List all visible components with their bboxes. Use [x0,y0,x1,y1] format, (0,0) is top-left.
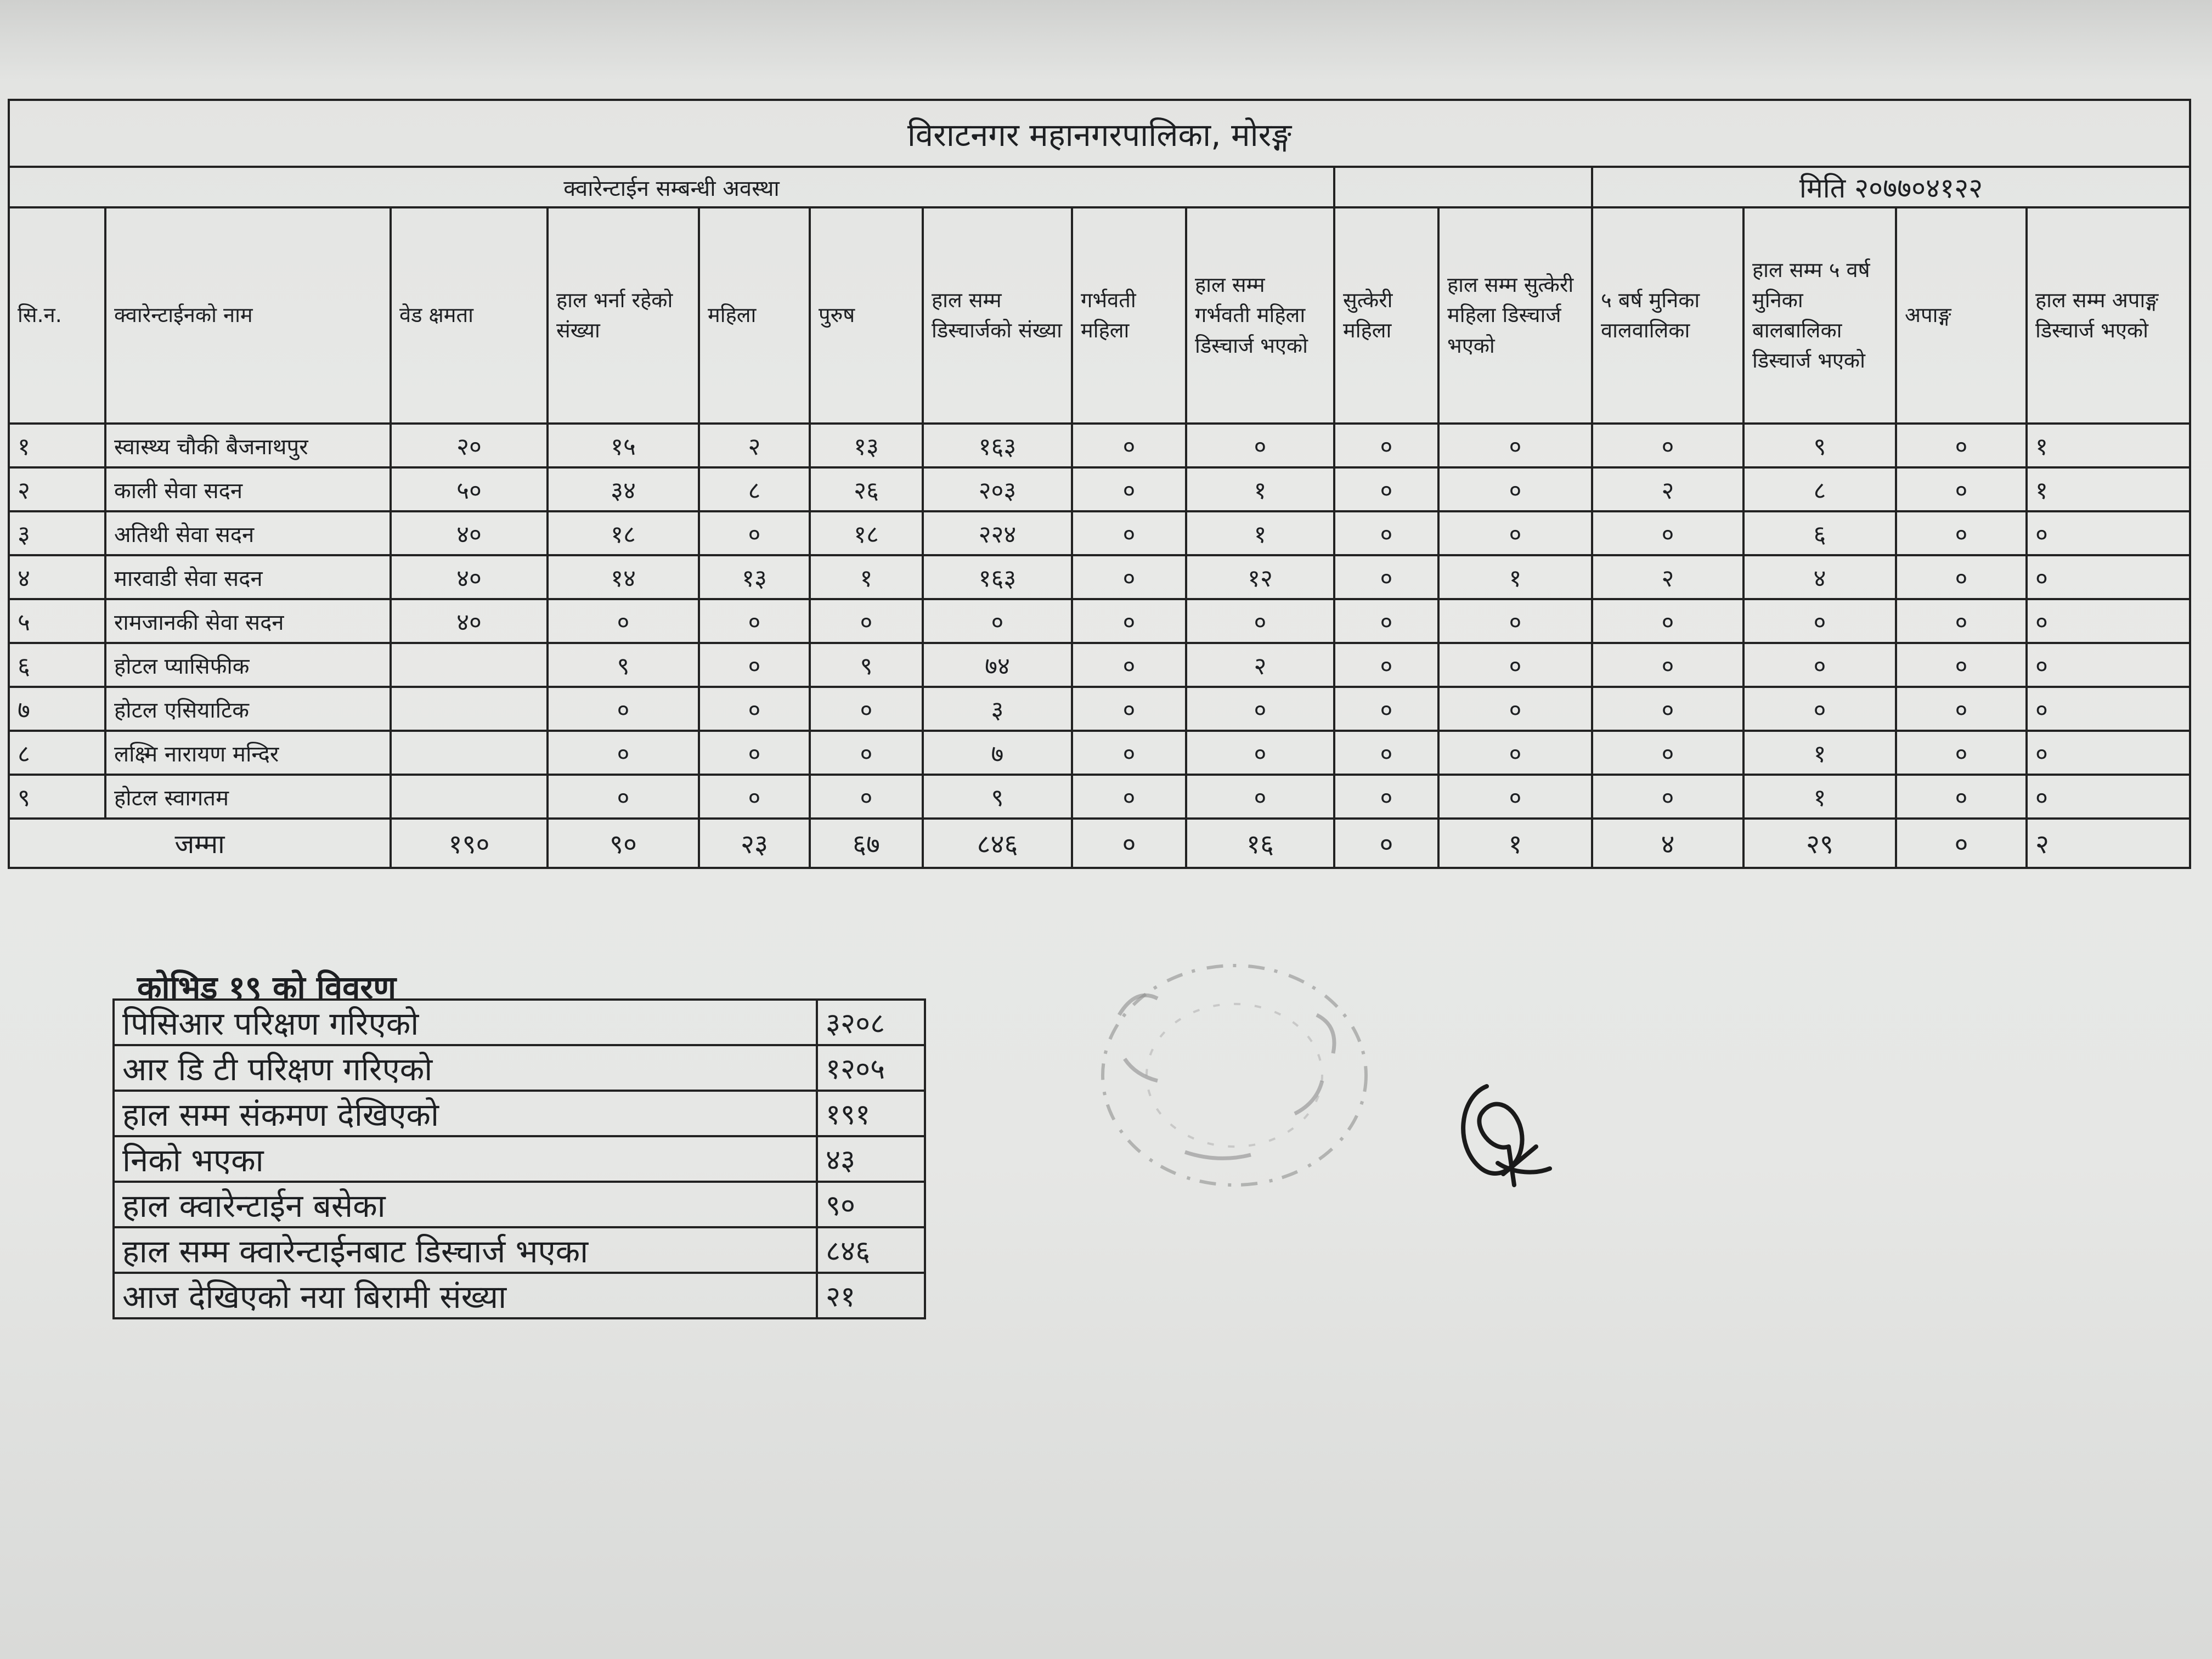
total-cell: ९० [548,819,699,868]
column-header: वेड क्षमता [391,207,548,424]
covid-summary-value: ८४६ [817,1227,925,1273]
table-cell: ९ [923,775,1072,819]
table-cell: ९ [548,643,699,687]
table-cell: ७ [923,731,1072,775]
table-cell: १ [1743,731,1896,775]
table-cell: ० [1334,599,1438,643]
column-header: पुरुष [810,207,923,424]
quarantine-name-cell: अतिथी सेवा सदन [105,511,391,555]
table-cell: ० [1072,599,1186,643]
quarantine-name-cell: होटल प्यासिफीक [105,643,391,687]
table-cell: ४ [1743,555,1896,599]
table-cell: १६३ [923,424,1072,467]
covid-summary-value: १२०५ [817,1045,925,1091]
table-cell: १ [2027,467,2190,511]
table-cell: ० [1072,555,1186,599]
covid-summary-value: २१ [817,1273,925,1318]
covid-summary-label: आर डि टी परिक्षण गरिएको [114,1045,817,1091]
table-cell: ० [699,731,810,775]
total-cell: ० [1896,819,2027,868]
serial-number-cell: ७ [9,687,105,731]
total-cell: २९ [1743,819,1896,868]
table-cell: ० [1896,467,2027,511]
covid-summary-label: हाल क्वारेन्टाईन बसेका [114,1182,817,1227]
total-cell: १९० [391,819,548,868]
table-cell: ० [699,643,810,687]
table-cell: २६ [810,467,923,511]
total-cell: ४ [1592,819,1743,868]
covid-summary-value: ४३ [817,1136,925,1182]
table-cell: २ [699,424,810,467]
table-cell: १ [1438,555,1592,599]
table-cell: ० [1334,555,1438,599]
table-cell: २ [1592,467,1743,511]
table-cell: ० [2027,511,2190,555]
table-cell: ० [1592,731,1743,775]
quarantine-name-cell: लक्ष्मि नारायण मन्दिर [105,731,391,775]
table-cell: २० [391,424,548,467]
serial-number-cell: ४ [9,555,105,599]
column-header: अपाङ्ग [1896,207,2027,424]
serial-number-cell: ३ [9,511,105,555]
total-label: जम्मा [9,819,391,868]
table-cell [391,731,548,775]
date-label: मिति २०७७०४१२२ [1592,167,2190,207]
table-cell: ० [1072,775,1186,819]
table-cell: १ [1743,775,1896,819]
total-row [9,819,2190,868]
table-cell: १ [1186,511,1334,555]
table-cell: ० [1743,643,1896,687]
covid-summary-value: ९० [817,1182,925,1227]
total-cell: ० [1072,819,1186,868]
covid-summary-value: १९१ [817,1091,925,1136]
table-cell: २ [1186,643,1334,687]
covid-summary-row [114,1227,925,1273]
table-cell: ० [2027,643,2190,687]
covid-summary-row [114,1182,925,1227]
quarantine-name-cell: रामजानकी सेवा सदन [105,599,391,643]
table-cell: ० [548,599,699,643]
covid-summary-row [114,1000,925,1045]
table-cell: ० [2027,555,2190,599]
column-header: ५ बर्ष मुनिका वालवालिका [1592,207,1743,424]
table-cell: १ [1186,467,1334,511]
table-cell: ४० [391,511,548,555]
table-cell: ० [1896,511,2027,555]
table-cell: २२४ [923,511,1072,555]
table-cell: १४ [548,555,699,599]
table-cell: ४० [391,555,548,599]
quarantine-status-table [8,99,2191,869]
covid-summary-label: आज देखिएको नया बिरामी संख्या [114,1273,817,1318]
column-header: हाल सम्म डिस्चार्जको संख्या [923,207,1072,424]
section-title: क्वारेन्टाईन सम्बन्धी अवस्था [9,167,1334,207]
table-cell: ० [548,687,699,731]
table-cell: ० [1072,731,1186,775]
table-cell: ० [2027,599,2190,643]
column-header: हाल सम्म सुत्केरी महिला डिस्चार्ज भएको [1438,207,1592,424]
table-cell: ० [1438,731,1592,775]
report-sheet [8,99,2189,869]
table-row [9,643,2190,687]
table-cell: ० [1186,687,1334,731]
total-cell: ६७ [810,819,923,868]
table-cell: ० [1896,599,2027,643]
table-cell: १५ [548,424,699,467]
covid-summary-row [114,1045,925,1091]
total-cell: २ [2027,819,2190,868]
column-header: हाल सम्म ५ वर्ष मुनिका बालबालिका डिस्चार्ज भएको [1743,207,1896,424]
table-cell: ८ [1743,467,1896,511]
office-seal-stamp [1059,949,1410,1201]
table-cell: १ [2027,424,2190,467]
table-cell: ० [1896,731,2027,775]
table-cell: ४० [391,599,548,643]
table-cell: ० [548,775,699,819]
covid-summary-label: निको भएका [114,1136,817,1182]
table-cell: ० [1334,775,1438,819]
table-cell: ० [1896,687,2027,731]
column-header: क्वारेन्टाईनको नाम [105,207,391,424]
total-cell: ८४६ [923,819,1072,868]
column-header: सि.न. [9,207,105,424]
quarantine-name-cell: काली सेवा सदन [105,467,391,511]
table-cell: ० [1072,424,1186,467]
serial-number-cell: ९ [9,775,105,819]
serial-number-cell: ६ [9,643,105,687]
table-cell: ० [1592,643,1743,687]
table-cell: १२ [1186,555,1334,599]
table-cell: ० [1592,775,1743,819]
table-cell: ० [1186,599,1334,643]
table-cell: ० [1072,643,1186,687]
covid-summary-value: ३२०८ [817,1000,925,1045]
table-cell: ० [1592,511,1743,555]
page-edge-shadow [0,0,2212,82]
column-header: हाल भर्ना रहेको संख्या [548,207,699,424]
quarantine-name-cell: मारवाडी सेवा सदन [105,555,391,599]
quarantine-name-cell: स्वास्थ्य चौकी बैजनाथपुर [105,424,391,467]
quarantine-name-cell: होटल एसियाटिक [105,687,391,731]
total-cell: २३ [699,819,810,868]
table-cell: ० [1334,424,1438,467]
table-cell: ० [1438,643,1592,687]
table-cell: ० [810,687,923,731]
table-cell: ० [1592,424,1743,467]
table-cell: ० [699,599,810,643]
table-cell: ० [2027,687,2190,731]
table-cell: ० [1334,511,1438,555]
table-cell: ८ [699,467,810,511]
table-cell: ६ [1743,511,1896,555]
table-row [9,424,2190,467]
table-cell: ० [1896,555,2027,599]
table-cell: ० [1334,731,1438,775]
table-cell: ० [1334,467,1438,511]
table-cell: ० [1438,467,1592,511]
table-cell: १६३ [923,555,1072,599]
table-cell: ० [2027,731,2190,775]
covid-summary-row [114,1091,925,1136]
table-cell: १३ [810,424,923,467]
serial-number-cell: १ [9,424,105,467]
serial-number-cell: ५ [9,599,105,643]
table-cell: ० [548,731,699,775]
serial-number-cell: ८ [9,731,105,775]
table-cell: ० [1438,424,1592,467]
blank-header-cell [1334,167,1592,207]
table-cell: ० [699,511,810,555]
table-cell: ० [1896,424,2027,467]
table-cell: ० [1743,687,1896,731]
column-header: हाल सम्म अपाङ्ग डिस्चार्ज भएको [2027,207,2190,424]
table-row [9,731,2190,775]
total-cell: १ [1438,819,1592,868]
table-cell: ० [1334,643,1438,687]
document-title: विराटनगर महानगरपालिका, मोरङ्ग [9,100,2190,167]
covid-summary-row [114,1273,925,1318]
covid-summary-label: हाल सम्म क्वारेन्टाईनबाट डिस्चार्ज भएका [114,1227,817,1273]
table-cell: ९ [810,643,923,687]
table-cell: ० [1743,599,1896,643]
table-cell: ० [1896,643,2027,687]
covid-summary-label: हाल सम्म संकमण देखिएको [114,1091,817,1136]
table-cell: ३ [923,687,1072,731]
table-row [9,687,2190,731]
table-cell: ९ [1743,424,1896,467]
table-cell: १३ [699,555,810,599]
table-cell: ७४ [923,643,1072,687]
table-row [9,555,2190,599]
table-row [9,511,2190,555]
table-cell: १८ [548,511,699,555]
table-cell: ० [2027,775,2190,819]
table-cell: ० [1438,511,1592,555]
table-cell: १ [810,555,923,599]
table-cell: ५० [391,467,548,511]
table-cell: ० [1334,687,1438,731]
table-cell: ० [1072,467,1186,511]
table-cell: ० [1438,775,1592,819]
table-cell: ० [1438,599,1592,643]
table-cell: २ [1592,555,1743,599]
table-cell: २०३ [923,467,1072,511]
column-header: गर्भवती महिला [1072,207,1186,424]
table-cell [391,775,548,819]
signature [1448,1064,1558,1207]
table-cell [391,687,548,731]
covid-summary-table [112,998,926,1319]
table-cell: ० [1072,687,1186,731]
table-cell: ० [1592,687,1743,731]
column-header-row [9,207,2190,424]
table-cell: ० [1896,775,2027,819]
total-cell: १६ [1186,819,1334,868]
column-header: सुत्केरी महिला [1334,207,1438,424]
table-row [9,467,2190,511]
table-cell: ० [923,599,1072,643]
table-cell: ० [810,775,923,819]
table-row [9,775,2190,819]
table-cell: १८ [810,511,923,555]
serial-number-cell: २ [9,467,105,511]
quarantine-name-cell: होटल स्वागतम [105,775,391,819]
table-cell [391,643,548,687]
column-header: महिला [699,207,810,424]
table-cell: ० [1186,775,1334,819]
covid-summary-row [114,1136,925,1182]
covid-section-title: कोभिड १९ को विवरण [137,969,397,1006]
table-cell: ० [1592,599,1743,643]
table-cell: ० [1186,731,1334,775]
table-cell: ३४ [548,467,699,511]
table-cell: ० [810,731,923,775]
table-cell: ० [1438,687,1592,731]
table-row [9,599,2190,643]
table-cell: ० [1186,424,1334,467]
total-cell: ० [1334,819,1438,868]
table-cell: ० [699,775,810,819]
column-header: हाल सम्म गर्भवती महिला डिस्चार्ज भएको [1186,207,1334,424]
table-cell: ० [810,599,923,643]
table-cell: ० [1072,511,1186,555]
table-cell: ० [699,687,810,731]
covid-summary-label: पिसिआर परिक्षण गरिएको [114,1000,817,1045]
